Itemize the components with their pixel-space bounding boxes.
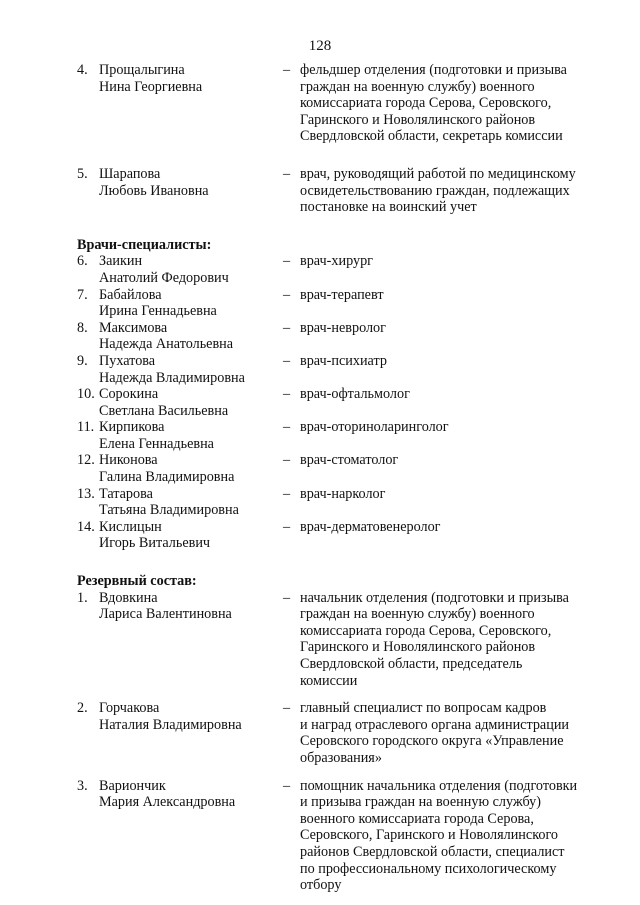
desc-line: главный специалист по вопросам кадров — [300, 700, 547, 717]
item-number: 3. — [77, 777, 88, 794]
dash: – — [283, 253, 291, 270]
item-number: 6. — [77, 253, 88, 270]
desc-line: Свердловской области, секретарь комиссии — [300, 128, 563, 145]
surname: Кислицын — [99, 518, 162, 535]
desc-line: и призыва граждан на военную службу) — [300, 794, 541, 811]
position-description: врач-офтальмолог — [300, 386, 410, 403]
desc-line: комиссариата города Серова, Серовского, — [300, 622, 552, 639]
list-item — [77, 166, 617, 216]
position-description: врач-оториноларинголог — [300, 419, 449, 436]
dash: – — [283, 165, 291, 182]
item-number: 9. — [77, 352, 88, 369]
given-names: Любовь Ивановна — [99, 182, 209, 199]
list-item — [77, 700, 617, 766]
item-number: 8. — [77, 319, 88, 336]
given-names: Лариса Валентиновна — [99, 606, 232, 623]
person-name — [99, 419, 283, 452]
list-item — [77, 353, 617, 386]
list-item — [77, 590, 617, 690]
surname: Горчакова — [99, 700, 160, 717]
item-number: 2. — [77, 700, 88, 717]
desc-line: помощник начальника отделения (подготовки — [300, 777, 578, 794]
desc-line: граждан на военную службу) военного — [300, 78, 535, 95]
desc-line: районов Свердловской области, специалист — [300, 843, 565, 860]
desc-line: начальник отделения (подготовки и призыва — [300, 589, 569, 606]
surname: Бабайлова — [99, 286, 162, 303]
person-name — [99, 486, 283, 519]
position-description — [300, 62, 617, 145]
item-number: 14. — [77, 518, 95, 535]
position-description — [300, 700, 617, 766]
person-name — [99, 590, 283, 690]
given-names: Галина Владимировна — [99, 469, 235, 486]
list-item — [77, 253, 617, 286]
given-names: Анатолий Федорович — [99, 269, 229, 286]
given-names: Татьяна Владимировна — [99, 502, 239, 519]
section-heading-specialists: Врачи-специалисты: — [77, 236, 212, 253]
list-item — [77, 519, 617, 552]
surname: Вариончик — [99, 777, 166, 794]
position-description — [300, 778, 617, 894]
given-names: Нина Георгиевна — [99, 78, 203, 95]
given-names: Игорь Витальевич — [99, 535, 211, 552]
list-item — [77, 62, 617, 145]
list-item — [77, 778, 617, 894]
dash: – — [283, 286, 291, 303]
given-names: Ирина Геннадьевна — [99, 303, 217, 320]
given-names: Надежда Владимировна — [99, 369, 245, 386]
list-item — [77, 320, 617, 353]
position-description: врач-психиатр — [300, 352, 387, 369]
surname: Заикин — [99, 253, 143, 270]
dash: – — [283, 700, 291, 717]
given-names: Надежда Анатольевна — [99, 336, 234, 353]
item-number: 7. — [77, 286, 88, 303]
given-names: Мария Александровна — [99, 794, 236, 811]
desc-line: Гаринского и Новолялинского районов — [300, 639, 536, 656]
person-name — [99, 700, 283, 766]
desc-line: образования» — [300, 749, 382, 766]
surname: Шарапова — [99, 165, 161, 182]
person-name — [99, 353, 283, 386]
desc-line: врач, руководящий работой по медицинскому — [300, 165, 576, 182]
person-name — [99, 452, 283, 485]
dash: – — [283, 386, 291, 403]
surname: Прощалыгина — [99, 62, 185, 78]
person-name — [99, 386, 283, 419]
position-description: врач-нарколог — [300, 485, 386, 502]
surname: Вдовкина — [99, 589, 158, 606]
position-description — [300, 590, 617, 690]
item-number: 11. — [77, 419, 95, 436]
surname: Татарова — [99, 485, 153, 502]
position-description: врач-дерматовенеролог — [300, 518, 441, 535]
dash: – — [283, 352, 291, 369]
given-names: Наталия Владимировна — [99, 716, 242, 733]
desc-line: Гаринского и Новолялинского районов — [300, 111, 536, 128]
desc-line: освидетельствованию граждан, подлежащих — [300, 182, 570, 199]
dash: – — [283, 452, 291, 469]
dash: – — [283, 419, 291, 436]
list-item — [77, 419, 617, 452]
item-number: 10. — [77, 386, 95, 403]
desc-line: граждан на военную службу) военного — [300, 606, 535, 623]
list-item — [77, 452, 617, 485]
list-item — [77, 386, 617, 419]
given-names: Елена Геннадьевна — [99, 435, 214, 452]
position-description — [300, 166, 617, 216]
dash: – — [283, 62, 291, 78]
desc-line: фельдшер отделения (подготовки и призыва — [300, 62, 567, 78]
page-number: 128 — [308, 38, 332, 54]
dash: – — [283, 518, 291, 535]
surname: Максимова — [99, 319, 168, 336]
person-name — [99, 778, 283, 894]
person-name — [99, 166, 283, 216]
person-name — [99, 320, 283, 353]
position-description: врач-терапевт — [300, 286, 384, 303]
desc-line: постановке на воинский учет — [300, 199, 477, 216]
given-names: Светлана Васильевна — [99, 402, 229, 419]
desc-line: Серовского городского округа «Управление — [300, 733, 564, 750]
position-description: врач-невролог — [300, 319, 386, 336]
desc-line: военного комиссариата города Серова, — [300, 810, 534, 827]
position-description: врач-стоматолог — [300, 452, 399, 469]
list-item — [77, 486, 617, 519]
surname: Никонова — [99, 452, 158, 469]
item-number: 1. — [77, 589, 88, 606]
person-name — [99, 519, 283, 552]
person-name — [99, 62, 283, 145]
surname: Пухатова — [99, 352, 156, 369]
dash: – — [283, 589, 291, 606]
desc-line: отбору — [300, 877, 342, 894]
section-heading-reserve: Резервный состав: — [77, 573, 197, 590]
desc-line: Серовского, Гаринского и Новолялинского — [300, 827, 559, 844]
list-item — [77, 287, 617, 320]
dash: – — [283, 485, 291, 502]
desc-line: Свердловской области, председатель — [300, 656, 523, 672]
surname: Сорокина — [99, 386, 159, 403]
document-body — [77, 62, 617, 894]
item-number: 13. — [77, 485, 95, 502]
desc-line: комиссариата города Серова, Серовского, — [300, 95, 552, 112]
surname: Кирпикова — [99, 419, 165, 436]
desc-line: и наград отраслевого органа администрации — [300, 716, 570, 733]
dash: – — [283, 777, 291, 794]
position-description: врач-хирург — [300, 253, 373, 270]
desc-line: комиссии — [300, 672, 358, 689]
person-name — [99, 287, 283, 320]
person-name — [99, 253, 283, 286]
item-number: 4. — [77, 62, 88, 78]
item-number: 5. — [77, 165, 88, 182]
item-number: 12. — [77, 452, 95, 469]
desc-line: по профессиональному психологическому — [300, 860, 557, 877]
dash: – — [283, 319, 291, 336]
